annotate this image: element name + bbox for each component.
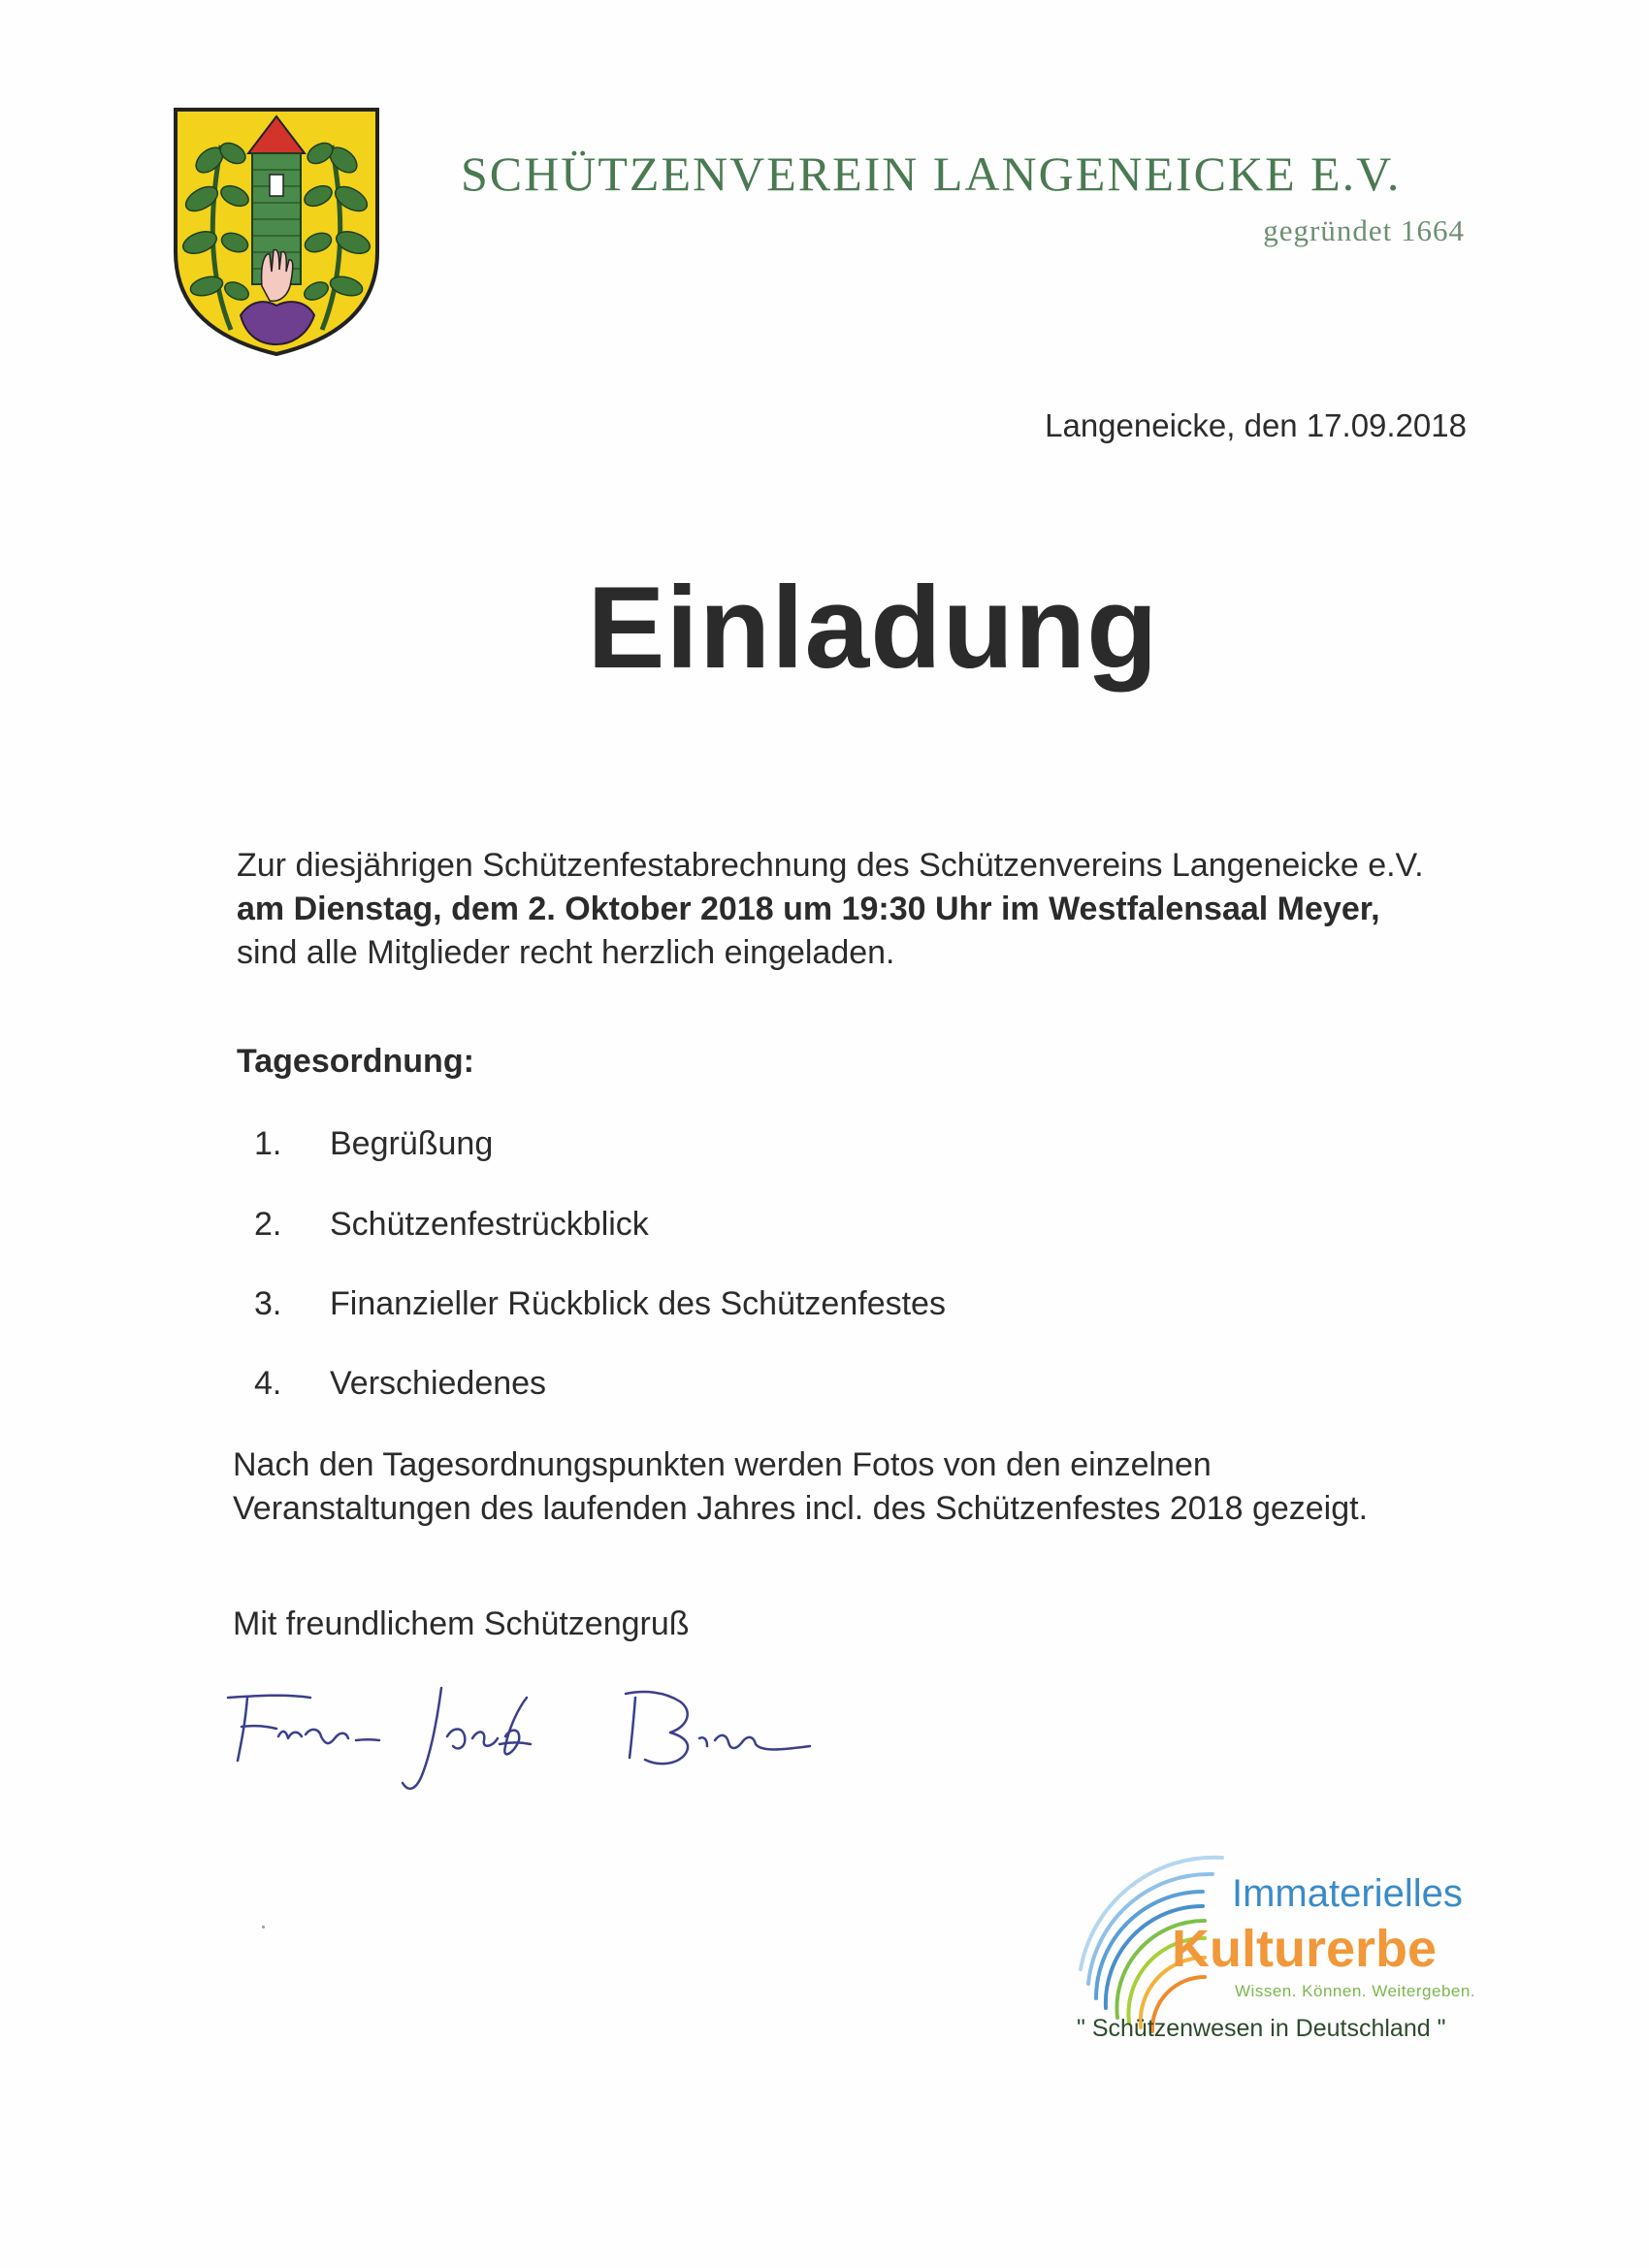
- agenda-heading: Tagesordnung:: [237, 1043, 474, 1080]
- invitation-paragraph: [237, 844, 1527, 975]
- organization-name: SCHÜTZENVEREIN LANGENEICKE E.V.: [461, 146, 1402, 201]
- agenda-item-number: 4.: [254, 1365, 282, 1402]
- agenda-item-text: Verschiedenes: [330, 1365, 547, 1402]
- coat-of-arms-icon: [173, 107, 380, 357]
- closing-greeting: Mit freundlichem Schützengruß: [233, 1605, 690, 1642]
- agenda-item-2: [254, 1206, 649, 1244]
- agenda-item-text: Begrüßung: [330, 1125, 494, 1162]
- agenda-item-4: [254, 1365, 546, 1403]
- intro-line-2-bold: am Dienstag, dem 2. Oktober 2018 um 19:30 Uhr im Westfalensaal Meyer,: [237, 891, 1380, 927]
- letter-date: Langeneicke, den 17.09.2018: [1045, 407, 1467, 443]
- kulturerbe-line-2: Kulturerbe: [1172, 1920, 1438, 1978]
- agenda-item-number: 1.: [254, 1125, 282, 1162]
- agenda-item-number: 2.: [254, 1206, 282, 1243]
- photos-note-line-1: Nach den Tagesordnungspunkten werden Fotos von den einzelnen: [233, 1446, 1212, 1483]
- page-title: Einladung: [587, 563, 1159, 693]
- agenda-item-text: Finanzieller Rückblick des Schützenfestes: [330, 1285, 946, 1322]
- founded-year: gegründet 1664: [1263, 213, 1465, 247]
- kulturerbe-slogan: Wissen. Können. Weitergeben.: [1235, 1982, 1476, 2000]
- agenda-item-1: [254, 1125, 493, 1163]
- kulturerbe-line-1: Immaterielles: [1232, 1872, 1463, 1915]
- intro-line-3: sind alle Mitglieder recht herzlich eingeladen.: [237, 934, 895, 971]
- agenda-item-3: [254, 1285, 946, 1323]
- scan-speck: [262, 1926, 265, 1928]
- kulturerbe-quote: " Schützenwesen in Deutschland ": [1077, 2015, 1446, 2042]
- intro-line-1: Zur diesjährigen Schützenfestabrechnung des Schützenvereins Langeneicke e.V.: [237, 847, 1424, 884]
- signature-icon: [218, 1669, 849, 1804]
- photos-note-line-2: Veranstaltungen des laufenden Jahres incl. des Schützenfestes 2018 gezeigt.: [233, 1490, 1369, 1527]
- agenda-item-number: 3.: [254, 1285, 282, 1322]
- agenda-item-text: Schützenfestrückblick: [330, 1206, 649, 1243]
- photos-note: [233, 1443, 1533, 1531]
